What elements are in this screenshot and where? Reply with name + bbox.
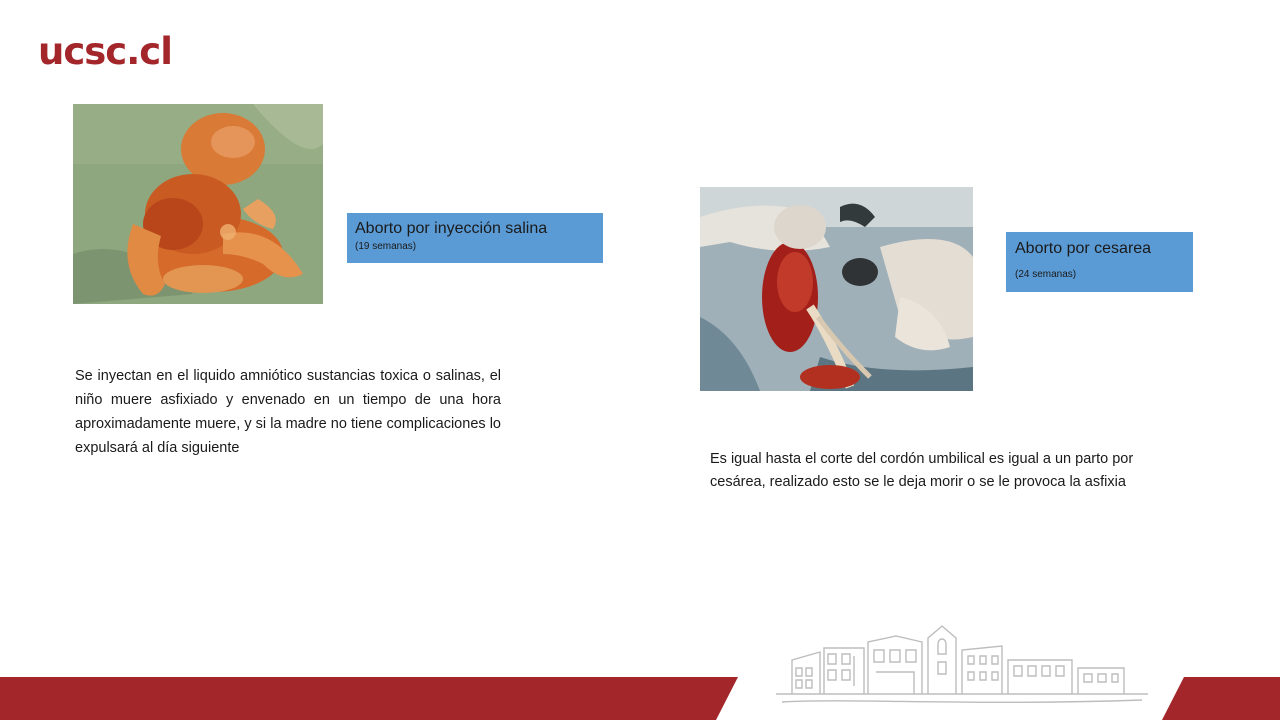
saline-abortion-label [347, 213, 603, 263]
fetus-saline-photo [73, 104, 323, 304]
ucsc-logo: ucsc.cl [38, 30, 172, 73]
saline-abortion-weeks: (19 semanas) [355, 241, 417, 252]
saline-abortion-description: Se inyectan en el liquido amniótico sustancias toxica o salinas, el niño muere asfixiado y envenado en un tiempo de una hora aproximadamente muere, y si la madre no tiene complicaciones lo expulsará al día siguiente [75, 368, 501, 456]
cesarean-abortion-label [1006, 232, 1193, 292]
cesarean-abortion-weeks: (24 semanas) [1015, 269, 1077, 280]
cesarean-abortion-title: Aborto por cesarea [1015, 240, 1152, 257]
cesarean-abortion-description: Es igual hasta el corte del cordón umbilical es igual a un parto por cesárea, realizado esto se le deja morir o se le provoca la asfixia [710, 451, 1134, 490]
saline-abortion-title: Aborto por inyección salina [355, 220, 548, 237]
footer-band [0, 672, 1280, 720]
cesarean-surgery-photo [700, 187, 973, 391]
